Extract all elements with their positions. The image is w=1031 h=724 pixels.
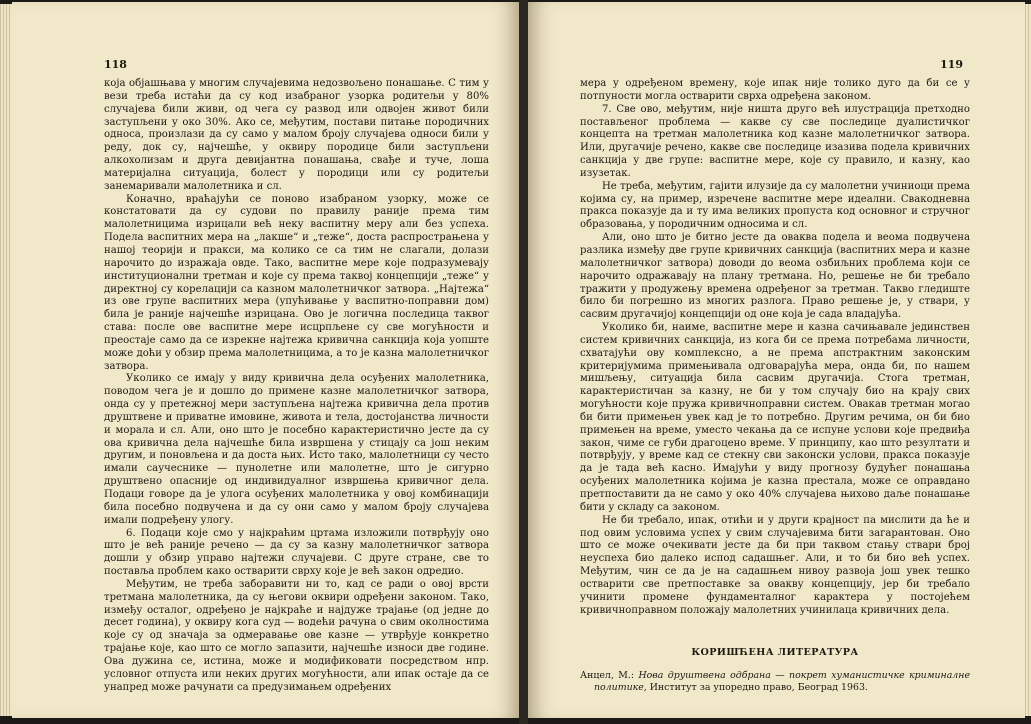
references-heading: КОРИШЋЕНА ЛИТЕРАТУРА — [691, 647, 859, 659]
paragraph: Не би требало, ипак, отићи и у други крајност па мислити да ће и под овим условима успех у свим случајевима бити загарантован. Оно што се може очекивати јесте да би при таквом стању ствари број неуспеха био далеко испод садашњег. Али, и то би био већ успех. Међутим, чин се да је на садашњем нивоу развоја још увек тешко остварити све претпоставке за овакву концепцију, јер би требало учинити промене фундаменталног карактера у постојећем кривичноправном положају малолетних учинилаца кривичних дела. — [580, 514, 970, 616]
body-text — [580, 78, 970, 694]
page-number: 119 — [940, 58, 963, 71]
reference-author: Анцел, М.: — [580, 670, 635, 682]
paragraph: мера у одређеном времену, које ипак није толико дуго да би се у потпуности могла остварити сврха одређена законом. — [580, 78, 970, 102]
book-gutter — [519, 0, 528, 724]
reference-title: Нова друштвена одбрана — покрет хуманистичке криминалне политике, — [594, 670, 970, 694]
paragraph: Коначно, враћајући се поново изабраном узорку, може се констатовати да су судови по правилу раније према тим малолетницима изрицали већ неку васпитну меру али без успеха. Подела васпитних мера на „лакше“ и „теже“, доста распрострањена у нашој теорији и пракси, ма колико се са тим не слагали, долази нарочито до изражаја овде. Тако, васпитне мере које подразумевају институционални третман и које су према таквој концепцији „теже“ у директној су корелацији са казном малолетничког затвора. „Најтежа“ из ове групе васпитних мера (упућивање у васпитно-поправни дом) била је раније најчешће изрицана. Ово је логична последица таквог става: после ове васпитне мере исцрпљене су све могућности и преостаје само да се изрекне најтежа кривична санкција која уопште може доћи у обзир према малолетницима, а то је казна малолетничког затвора. — [104, 193, 489, 372]
paragraph: Уколико се имају у виду кривична дела осуђених малолетника, поводом чега је и дошло до примене казне малолетничког затвора, онда су у претежној мери заступљена најтежа кривична дела против друштвене и приватне имовине, живота и тела, достојанства личности и морала и сл. Али, оно што је посебно карактеристично јесте да су ова кривична дела најчешће била извршена у стицају са још неким другим, и поновљена и да доста њих. Исто тако, малолетници су често имали саучеснике — пунолетне или малолетне, што је сигурно друштвено опасније од индивидуалног извршења кривичног дела. Подаци говоре да је улога осуђених малолетника у овој комбинацији била посебно подвучена и да су они само у малом броју случајева имали подређену улогу. — [104, 373, 489, 526]
reference-publisher: Институт за упоредно право, Београд 1963. — [649, 682, 868, 694]
paragraph: Али, оно што је битно јесте да оваква подела и веома подвучена разлика између две групе кривичних санкција (васпитних мера и казне малолетничког затвора) доводи до веома озбиљних проблема који се нарочито одражавају на плану третмана. Но, решење не би требало тражити у продужењу времена одређеног за третман. Такво гледиште било би погрешно из многих разлога. Право решење је, у ствари, у сасвим другачијој концепцији од оне која је сада владајућа. — [580, 232, 970, 321]
paragraph: Уколико би, наиме, васпитне мере и казна сачињавале јединствен систем кривичних санкција, из кога би се према потребама личности, схватајући ову комплексно, а не према апстрактним законским критеријумима примењивала одговарајућа мера, онда би, по нашем мишљењу, ситуација била сасвим другачија. Стога третман, карактеристичан за казну, не би у том случају био на крају свих могућности које пружа кривичноправни систем. Овакав третман могао би бити примењен увек кад је то потребно. Другим речима, он би био примењен на време, уместо чекања да се испуне услови које предвиђа закон, чиме се губи драгоцено време. У принципу, као што резултати и потврђују, у време кад се стекну сви законски услови, пракса показује да је тада већ касно. Имајући у виду прогнозу будућег понашања осуђених малолетника којима је казна престала, може се оправдано претпоставити да не само у око 40% случајева њихово даље понашање бити у складу са законом. — [580, 322, 970, 513]
body-text — [104, 78, 489, 695]
paragraph: која објашњава у многим случајевима недозвољено понашање. С тим у вези треба истаћи да су код изабраног узорка родитељи у 80% случајева били живи, од чега су развод или одвојен живот били заступљени у око 30%. Ако се, међутим, постави питање породичних односа, произлази да су само у малом броју случајева односи били у реду, док су, најчешће, у оквиру породице били заступљени алкохолизам и друга девијантна понашања, свађе и туче, лоша материјална ситуација, болест у породици или су родитељи занемаривали малолетника и сл. — [104, 78, 489, 192]
left-page — [12, 2, 519, 718]
reference-entry — [580, 670, 970, 694]
paragraph: Међутим, не треба заборавити ни то, кад се ради о овој врсти третмана малолетника, да су његови оквири одређени законом. Тако, између осталог, одређено је најкраће и најдуже трајање (од једне до десет година), у оквиру кога суд — водећи рачуна о свим околностима које су од значаја за одмеравање ове казне — утврђује конкретно трајање које, као што се могло запазити, најчешће износи две године. Ова дужина се, истина, може и модификовати посредством нпр. условног отпуста или неких других могућности, али ипак остаје да се унапред може рачунати са предузимањем одређених — [104, 578, 489, 693]
page-number: 118 — [104, 58, 127, 71]
paragraph: Не треба, међутим, гајити илузије да су малолетни учиниоци према којима су, на пример, изречене васпитне мере идеални. Свакодневна пракса показује да и ту има великих пропуста код основног и стручног образовања, у породичним односима и сл. — [580, 180, 970, 231]
right-page — [528, 2, 1025, 718]
paragraph: 6. Подаци које смо у најкраћим цртама изложили потврђују оно што је већ раније речено — да су за казну малолетничког затвора дошли у обзир управо најтежи случајеви. С друге стране, све то поставља проблем како остварити сврху које је већ закон одредио. — [104, 527, 489, 578]
paragraph: 7. Све ово, међутим, није ништа друго већ илустрација претходно постављеног проблема — какве су све последице дуалистичког концепта на третман малолетника код казне малолетничког затвора. Или, другачије речено, какве све последице изазива подела кривичних санкција у две групе: васпитне мере, које су правило, и казну, као изузетак. — [580, 103, 970, 179]
